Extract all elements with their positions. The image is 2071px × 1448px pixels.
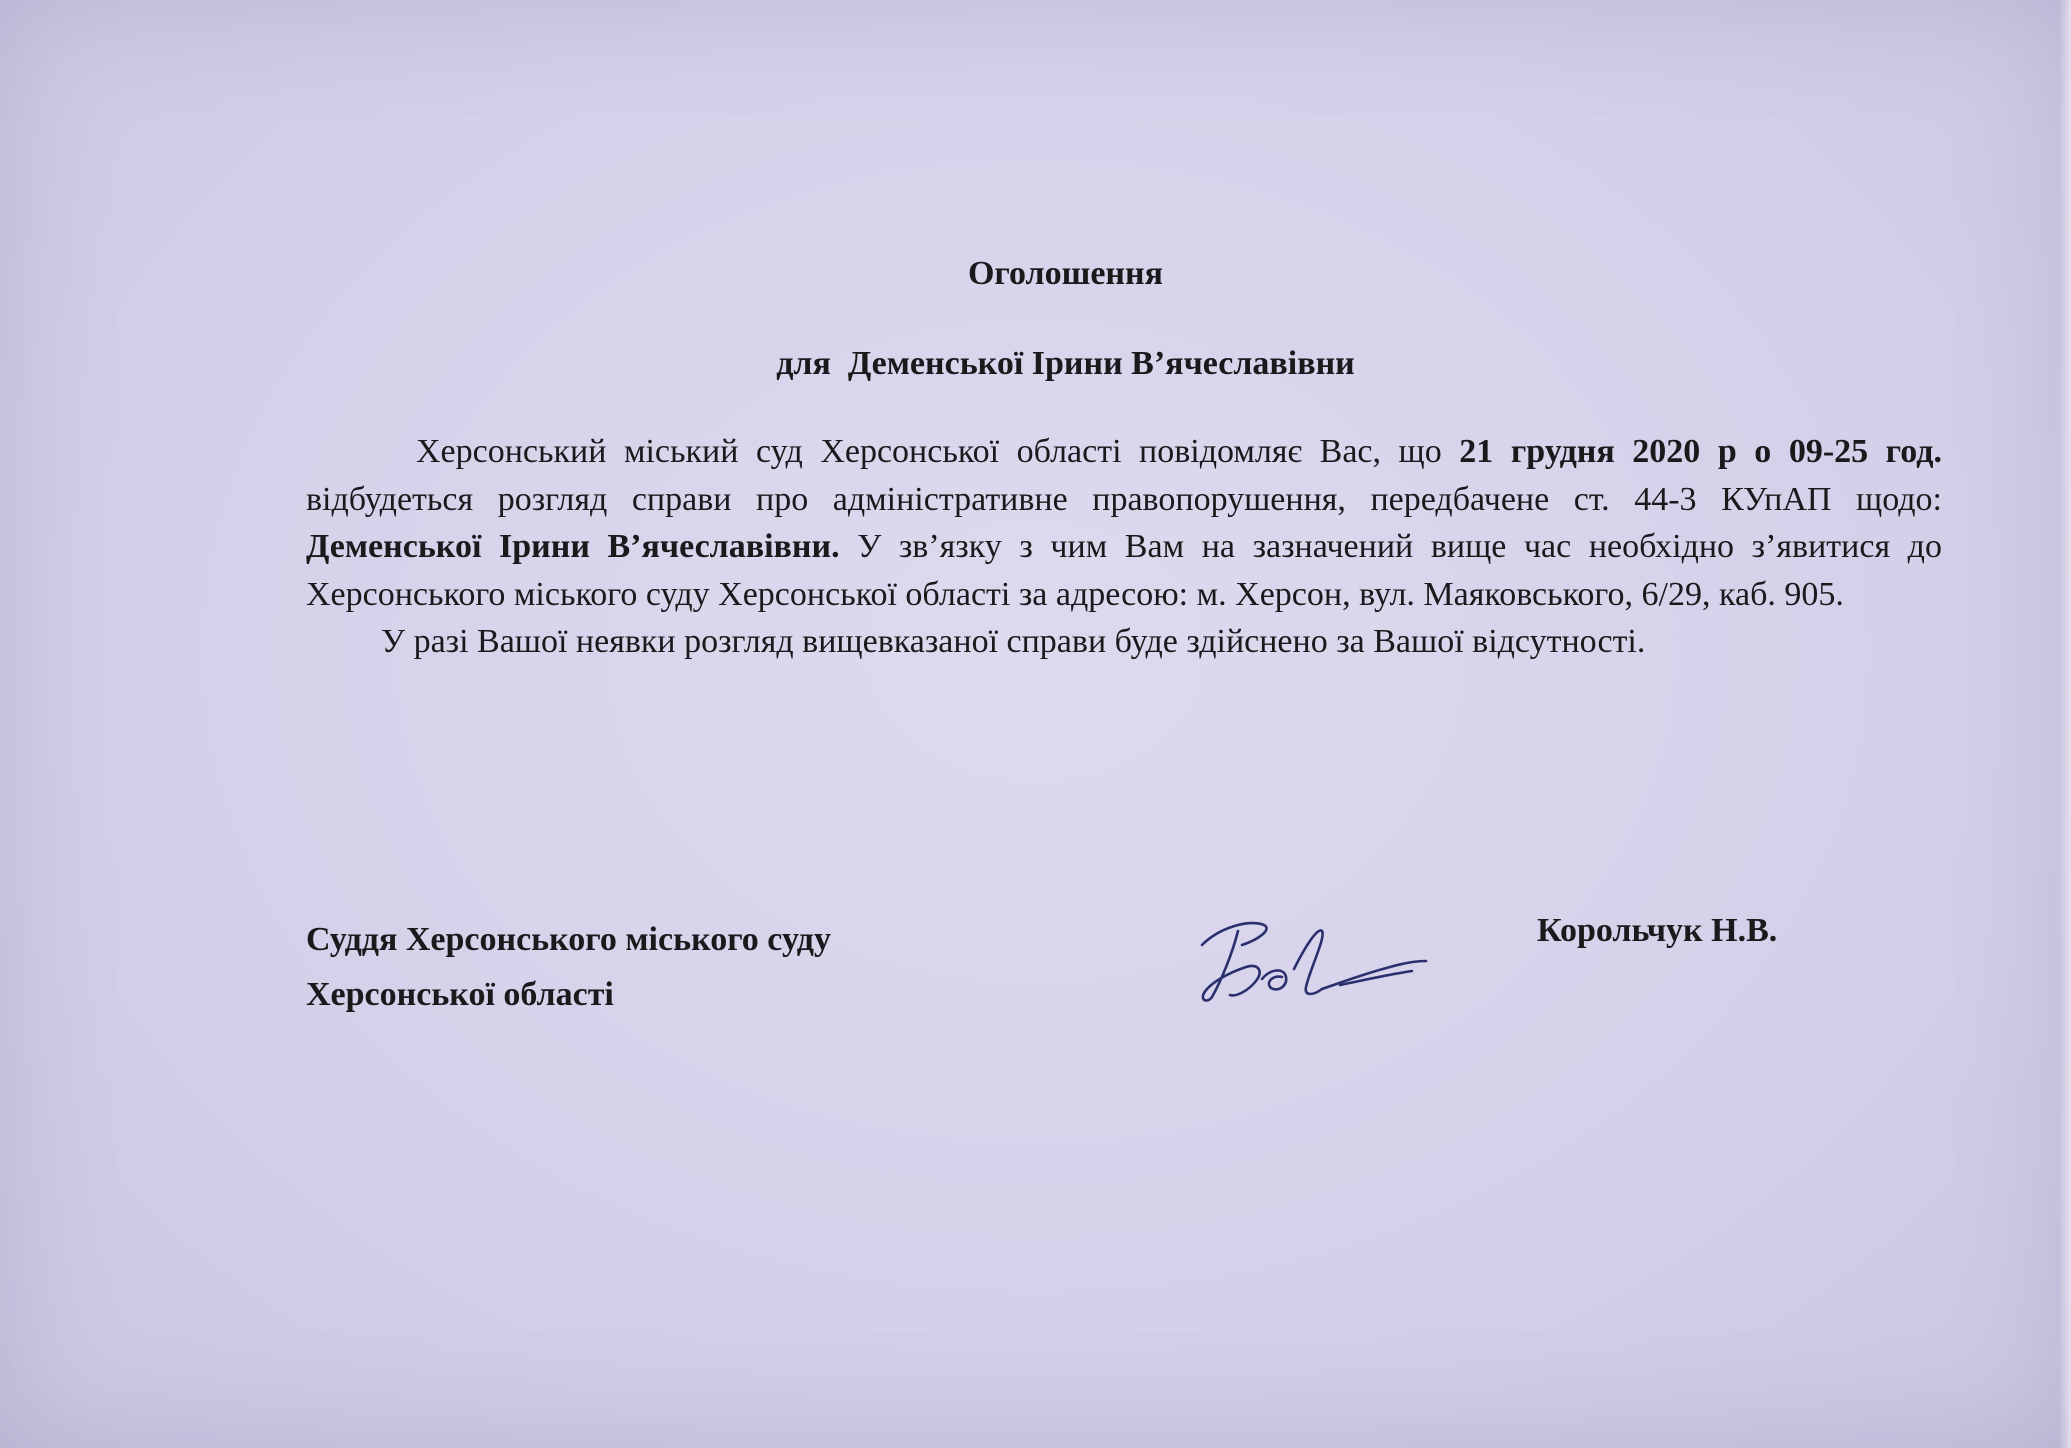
paragraph-1-text-3: У зв’язку з чим Вам на зазначений вище час необхідно з’явитися до Херсонського міського суду Херсонської області за адресою: м. Херсон, вул. Маяковського, 6/29, каб. 905.	[306, 528, 1942, 613]
hearing-date: 21 грудня 2020 р о 09-25 год.	[1459, 433, 1942, 470]
notice-body	[306, 428, 1942, 666]
sheet-edge	[2059, 0, 2071, 1448]
paragraph-1-text-2: відбудеться розгляд справи про адміністративне правопорушення, передбачене ст. 44-3 КУпАП щодо:	[306, 480, 1942, 518]
signature-icon	[1190, 905, 1430, 1015]
paragraph-1-text-1: Херсонський міський суд Херсонської області повідомляє Вас, що	[416, 433, 1460, 470]
defendant-name: Деменської Ірини В’ячеславівни.	[306, 528, 840, 565]
judge-position-line-2: Херсонської області	[306, 976, 614, 1013]
judge-position	[306, 912, 831, 1022]
judge-name: Корольчук Н.В.	[1537, 912, 1778, 949]
judge-position-line-1: Суддя Херсонського міського суду	[306, 921, 832, 958]
notice-paragraph-1	[306, 428, 1942, 618]
document-title: Оголошення	[967, 255, 1164, 292]
notice-paragraph-2: У разі Вашої неявки розгляд вищевказаної справи буде здійснено за Вашої відсутності.	[381, 623, 1646, 660]
document-subtitle: для Деменської Ірини В’ячеславівни	[776, 345, 1355, 382]
